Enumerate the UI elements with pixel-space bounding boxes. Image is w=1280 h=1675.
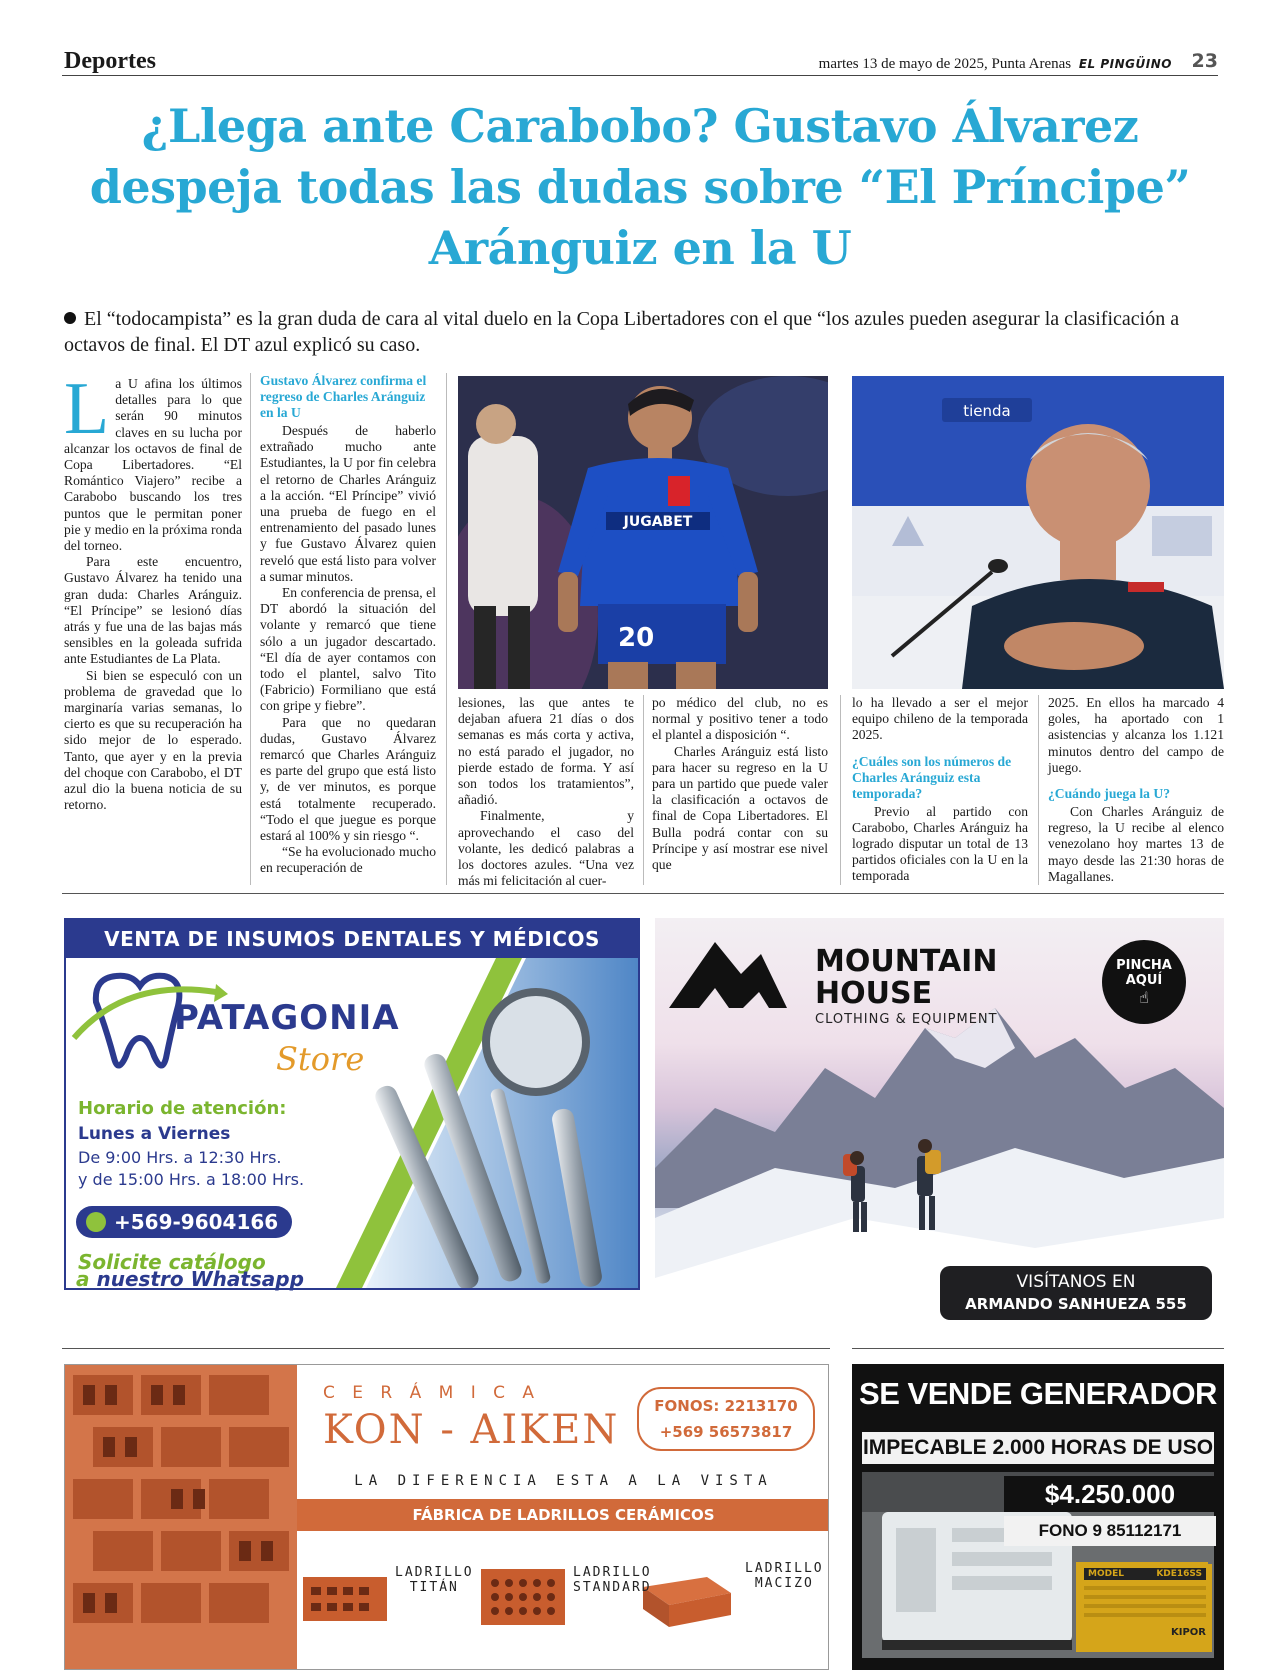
ceramica-slogan: LA DIFERENCIA ESTA A LA VISTA	[354, 1473, 773, 1489]
text-column-4	[652, 695, 828, 873]
hours-afternoon: y de 15:00 Hrs. a 18:00 Hrs.	[78, 1170, 305, 1189]
brick-label-line: LADRILLO	[745, 1561, 824, 1576]
banner-text: tienda	[963, 402, 1011, 420]
nameplate-header	[1084, 1568, 1206, 1580]
paragraph: lo ha llevado a ser el mejor equipo chileno de la temporada 2025.	[852, 695, 1028, 743]
paragraph: lesiones, las que antes te dejaban afuera 21 días o dos semanas es más corta y activa, no está parado el jugador, no pierde estado de forma. Y así son todos los tratamientos”, añadió.	[458, 695, 634, 808]
phone-number: +569-9604166	[114, 1210, 279, 1234]
cta-prefix: a	[76, 1267, 97, 1291]
badge-line-2: AQUÍ	[1125, 973, 1163, 988]
paragraph: Después de haberlo extrañado mucho ante Estudiantes, la U por fin celebra el retorno de Charles Aránguiz a la acción. “El Príncipe” vivió una prueba de fuego en el entrenamiento del pasado lunes y fue Gustavo Álvarez quien reveló que está listo para volver a sumar minutos.	[260, 423, 436, 584]
nameplate-brand: KIPOR	[1171, 1627, 1206, 1638]
catalog-cta-line-2	[76, 1268, 304, 1290]
paragraph: 2025. En ellos ha marcado 4 goles, ha aportado con 1 asistencias y alcanza los 1.121 minutos dentro del campo de juego.	[1048, 695, 1224, 775]
ad-mountain-house[interactable]	[655, 918, 1224, 1336]
hours-morning: De 9:00 Hrs. a 12:30 Hrs.	[78, 1148, 282, 1167]
paragraph: Charles Aránguiz está listo para hacer su regreso en la U para un partido que puede valer la clasificación a octavos de final de Copa Libertadores. El Bulla podrá contar con su Príncipe y así mostrar ese nivel que	[652, 743, 828, 873]
generator-price: $4.250.000	[1004, 1476, 1216, 1512]
paragraph: Para este encuentro, Gustavo Álvarez ha tenido una gran duda: Charles Aránguiz. “El Príncipe” se lesionó días atrás y fue una de las bajas más sensibles en la goleada sufrida ante Estudiantes de La Plata.	[64, 554, 242, 667]
paragraph: a U afina los últimos detalles para lo que serán 90 minutos claves en su lucha por alcanzar los octavos de final de Copa Libertadores. “El Romántico Viajero” recibe a Carabobo buscando los tres puntos que le permitan poner pie y medio en la próxima ronda del torneo.	[64, 376, 242, 554]
brick-label-line: MACIZO	[754, 1576, 814, 1591]
cta-line-1: Solicite catálogo	[78, 1250, 266, 1274]
lede-text: El “todocampista” es la gran duda de cara al vital duelo en la Copa Libertadores con el que “los azules pueden asegurar la clasificación a octavos de final. El DT azul explicó su caso.	[64, 308, 1180, 356]
article-headline: ¿Llega ante Carabobo? Gustavo Álvarez despeja todas las dudas sobre “El Príncipe” Aránguiz en la U	[89, 99, 1191, 275]
phone-mobile: +569 56573817	[659, 1423, 793, 1441]
brick-label-line: TITÁN	[409, 1580, 459, 1595]
coach-illustration	[852, 376, 1224, 689]
column-divider	[250, 373, 251, 885]
drop-cap: L	[64, 368, 110, 450]
generator-title: SE VENDE GENERADOR	[859, 1376, 1217, 1411]
visit-line-1: VISÍTANOS EN	[1016, 1272, 1136, 1292]
subheading: ¿Cuáles son los números de Charles Aránguiz esta temporada?	[852, 753, 1012, 801]
player-photo	[458, 376, 828, 689]
brick-label-macizo	[745, 1561, 824, 1591]
bullet-icon	[64, 312, 76, 324]
generator-subtitle: IMPECABLE 2.000 HORAS DE USO	[862, 1432, 1214, 1464]
column-divider	[1038, 695, 1039, 885]
ad-ceramica-kon-aiken[interactable]	[64, 1364, 829, 1670]
paragraph: Si bien se especuló con un problema de gravedad que lo marginaría varias semanas, lo cierto es que su recuperación ha sido mejor de lo esperado. Tanto, que ayer y en la previa del choque con Carabobo, el DT azul dio la buena noticia de su retorno.	[64, 667, 242, 813]
ad-banner: VENTA DE INSUMOS DENTALES Y MÉDICOS	[66, 920, 638, 958]
column-divider	[446, 373, 447, 885]
brand-tagline: CLOTHING & EQUIPMENT	[815, 1012, 998, 1027]
phones-box	[637, 1387, 815, 1451]
article-lede	[64, 306, 1220, 358]
badge-line-1: PINCHA	[1116, 958, 1172, 973]
page-header	[62, 48, 1218, 76]
phone-pill[interactable]	[76, 1206, 292, 1238]
subheading: Gustavo Álvarez confirma el regreso de Charles Aránguiz en la U	[260, 373, 427, 420]
ceramica-bar: FÁBRICA DE LADRILLOS CERÁMICOS	[297, 1499, 829, 1531]
text-column-3	[458, 695, 634, 889]
paragraph: Para que no quedaran dudas, Gustavo Álvarez remarcó que Charles Aránguiz es parte del grupo que está listo y, de ver minutos, es porque está totalmente recuperado. “Todo el que juegue es porque estará al 100% y sin riesgo “.	[260, 714, 436, 844]
ceramica-brand: KON - AIKEN	[323, 1407, 620, 1453]
brick-label-titan	[395, 1565, 474, 1595]
hours-title: Horario de atención:	[78, 1098, 287, 1119]
whatsapp-icon	[86, 1212, 106, 1232]
paragraph: En conferencia de prensa, el DT abordó la situación del volante y remarcó que tiene sólo a un jugador descartado. “El día de ayer contamos con todo el plantel, salvo Tito (Fabricio) Formiliano que está con gripe y fiebre”.	[260, 585, 436, 714]
brick-label-line: STANDARD	[573, 1580, 652, 1595]
paragraph: Finalmente, y aprovechando el caso del volante, les dedicó palabras a los doctores azules. “Una vez más mi felicitación al cuer-	[458, 808, 634, 889]
brand-line-1: MOUNTAIN	[815, 944, 998, 979]
pointer-icon: ☝	[1139, 988, 1149, 1007]
brand-line-2: HOUSE	[815, 976, 933, 1011]
text-column-1	[64, 368, 242, 813]
brick-label-line: LADRILLO	[573, 1565, 652, 1580]
visit-us-box	[940, 1266, 1212, 1320]
text-column-2	[260, 373, 436, 877]
ad-patagonia-store[interactable]	[64, 918, 640, 1290]
paragraph: Previo al partido con Carabobo, Charles Aránguiz ha logrado disputar un total de 13 partidos oficiales con la U en la temporada	[852, 803, 1028, 884]
brand-script: Store	[276, 1040, 365, 1078]
cta-whatsapp: nuestro Whatsapp	[96, 1267, 304, 1291]
paper-logo: EL PINGÜINO	[1078, 57, 1172, 71]
column-divider	[840, 695, 841, 885]
bricks-photo	[65, 1365, 297, 1670]
nameplate-model: KDE16SS	[1156, 1569, 1202, 1579]
brick-label-line: LADRILLO	[395, 1565, 474, 1580]
date-text: martes 13 de mayo de 2025, Punta Arenas	[818, 56, 1072, 72]
ads-separator	[852, 1348, 1224, 1349]
jersey-sponsor: JUGABET	[623, 514, 693, 530]
coach-photo	[852, 376, 1224, 689]
ceramica-label: C E R Á M I C A	[323, 1383, 541, 1403]
hours-days: Lunes a Viernes	[78, 1124, 231, 1144]
brick-label-standard	[573, 1565, 652, 1595]
svg-text:20: 20	[618, 623, 655, 653]
generator-phone: FONO 9 85112171	[1004, 1516, 1216, 1546]
text-column-5	[852, 695, 1028, 885]
column-divider	[643, 695, 644, 885]
section-name: Deportes	[64, 48, 156, 74]
subheading: ¿Cuándo juega la U?	[1048, 786, 1170, 802]
paragraph: po médico del club, no es normal y positivo tener a todo el plantel a disposición “.	[652, 695, 828, 743]
nameplate-model-label: MODEL	[1088, 1569, 1124, 1579]
paragraph: Con Charles Aránguiz de regreso, la U recibe al elenco venezolano hoy martes 13 de mayo desde las 21:30 horas de Magallanes.	[1048, 804, 1224, 884]
paragraph: “Se ha evolucionado mucho en recuperación de	[260, 844, 436, 876]
ad-generator-sale[interactable]	[852, 1364, 1224, 1670]
ads-separator	[62, 1348, 830, 1349]
visit-address: ARMANDO SANHUEZA 555	[965, 1295, 1187, 1313]
generator-nameplate	[1078, 1564, 1212, 1652]
brand-name: PATAGONIA	[174, 998, 400, 1038]
issue-date	[819, 56, 1172, 73]
phone-fixed: FONOS: 2213170	[654, 1397, 798, 1415]
article-bottom-rule	[62, 893, 1224, 894]
player-illustration	[458, 376, 828, 689]
click-here-badge[interactable]	[1102, 940, 1186, 1024]
text-column-6	[1048, 695, 1224, 885]
page-number: 23	[1191, 50, 1218, 72]
